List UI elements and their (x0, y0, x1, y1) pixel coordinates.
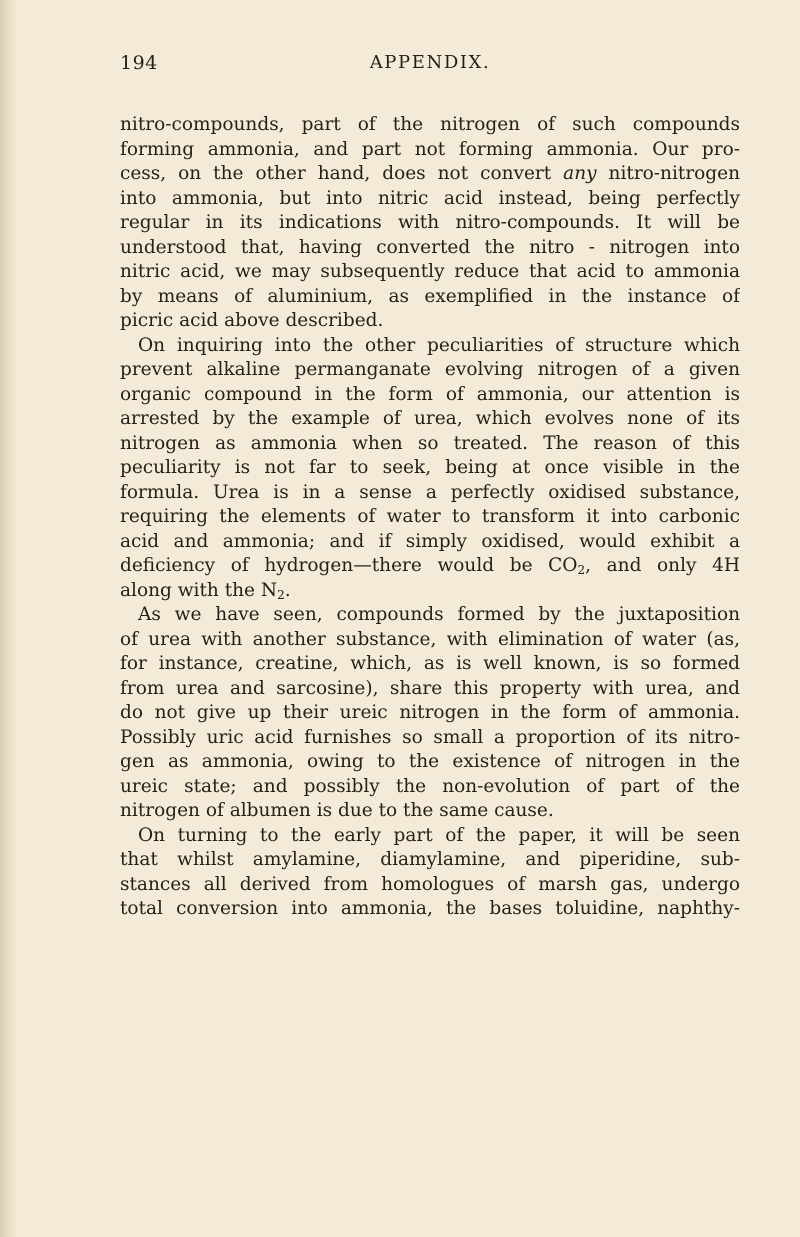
subscript: 2 (277, 587, 285, 602)
text-line: from urea and sarcosine), share this property with urea, and (120, 677, 740, 699)
text-line: peculiarity is not far to seek, being at once visible in the (120, 457, 740, 478)
page-number: 194 (120, 52, 158, 74)
text-line: On turning to the early part of the paper, it will be seen (138, 824, 740, 846)
text-line: formula. Urea is in a sense a perfectly oxidised substance, (120, 481, 740, 503)
page-header (120, 52, 740, 82)
text-line: nitrogen as ammonia when so treated. The reason of this (120, 432, 740, 454)
text-line: ureic state; and possibly the non-evolution of part of the (120, 775, 740, 797)
text-line: for instance, creatine, which, as is well known, is so formed (120, 653, 740, 674)
text-line: stances all derived from homologues of marsh gas, undergo (120, 873, 740, 895)
text-line: forming ammonia, and part not forming ammonia. Our pro- (120, 138, 740, 160)
text-line: do not give up their ureic nitrogen in the form of ammonia. (120, 702, 740, 723)
text-line: understood that, having converted the nitro - nitrogen into (120, 236, 740, 258)
text-line: regular in its indications with nitro-compounds. It will be (120, 212, 740, 233)
text-line: Possibly uric acid furnishes so small a proportion of its nitro- (120, 726, 740, 748)
text-line: nitro-compounds, part of the nitrogen of such compounds (120, 114, 740, 135)
text-line: cess, on the other hand, does not convert any nitro-nitrogen (120, 163, 740, 184)
body-text (120, 113, 740, 922)
text-line: that whilst amylamine, diamylamine, and piperidine, sub- (120, 849, 740, 870)
text-line: deficiency of hydrogen—there would be $CO_2$, and only 4H (120, 555, 740, 577)
emphasis-word: any (563, 163, 597, 184)
text-line: prevent alkaline permanganate evolving nitrogen of a given (120, 359, 740, 380)
page-binding-shadow (0, 0, 18, 1237)
text-line: acid and ammonia; and if simply oxidised, would exhibit a (120, 530, 740, 552)
text-line: nitric acid, we may subsequently reduce that acid to ammonia (120, 261, 740, 282)
text-line: along with the $N_2$. (120, 579, 291, 602)
text-line: picric acid above described. (120, 310, 384, 331)
text-line: requiring the elements of water to transform it into carbonic (120, 506, 740, 527)
text-line: gen as ammonia, owing to the existence of nitrogen in the (120, 751, 740, 772)
subscript: 2 (577, 563, 586, 577)
text-line: total conversion into ammonia, the bases toluidine, naphthy- (120, 898, 740, 919)
text-line: nitrogen of albumen is due to the same cause. (120, 800, 554, 821)
text-line: As we have seen, compounds formed by the juxtaposition (138, 604, 740, 625)
text-line: arrested by the example of urea, which evolves none of its (120, 408, 740, 429)
text-line: into ammonia, but into nitric acid instead, being perfectly (120, 187, 740, 209)
text-line: organic compound in the form of ammonia, our attention is (120, 383, 740, 405)
text-line: by means of aluminium, as exemplified in the instance of (120, 285, 740, 307)
running-head: APPENDIX. (369, 52, 491, 73)
text-line: On inquiring into the other peculiarities of structure which (138, 334, 740, 356)
text-line: of urea with another substance, with elimination of water (as, (120, 628, 740, 650)
